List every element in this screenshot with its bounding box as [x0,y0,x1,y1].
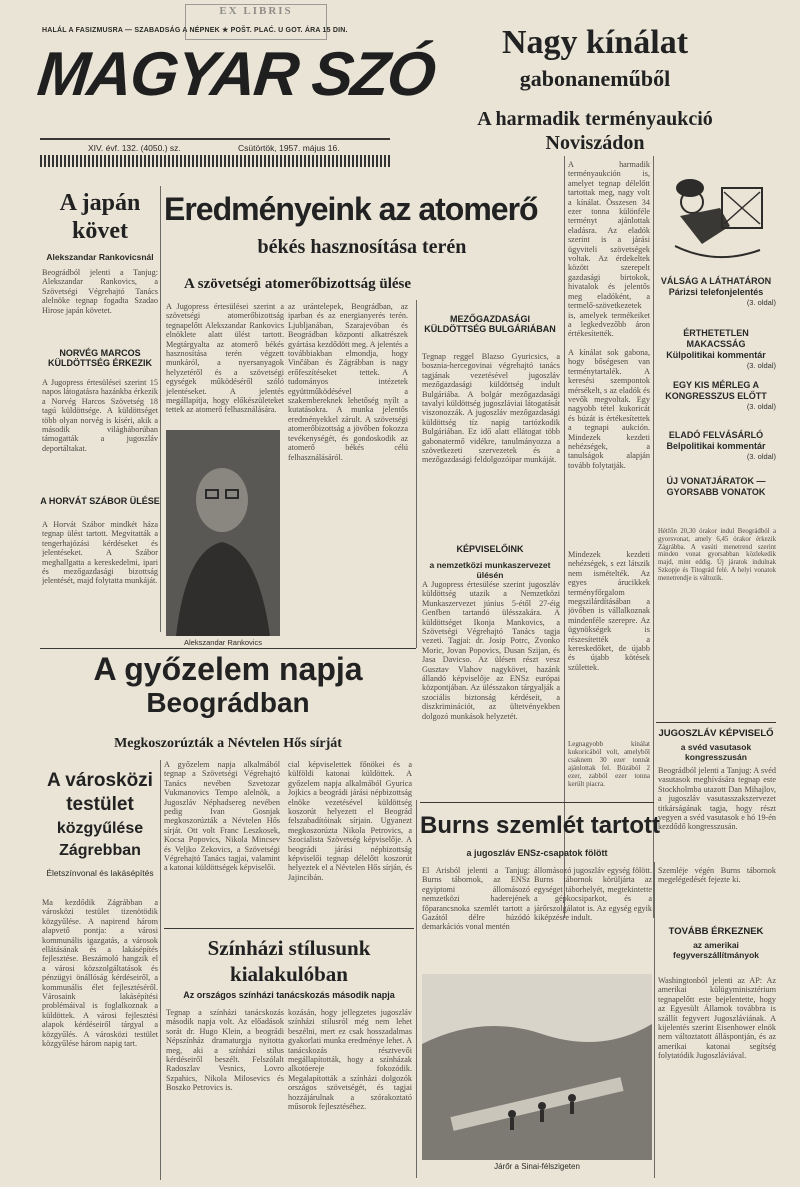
zagreb-title: A városközi [47,770,153,791]
atom-body-2: az urántelepek, Beográdban, az iparban és az energianyerés terén. Ljubljanában, Szarajevóban és Beográdban központi alkatrészek gyártása kezdődött meg. A jelentés a továbbiakban elmondja, hogy Vinčában és Zágrábban is nagy erőfeszítéseket tettek. A tudományos intézetek együttműködésével a szakembereknek lehetőség nyílt a kutatásokra. A munka jelentős eredményekkel zárult. A szövetségi atomerőbizottság a jövőben fokozza tevékenységét, és gondoskodik az atomerő békés célú felhasználásáról. [288,302,408,462]
sidebar-item [656,430,776,461]
issue-info: XIV. évf. 132. (4050.) sz. [88,143,181,153]
theater-body-1: Tegnap a színházi tanácskozás második napja volt. Az előadások sorát dr. Hugo Klein, a beográdi Népszínház dramaturgja nyitotta meg, aki a színházi stílus kérdéseiről beszélt. Felszólalt Radoszlav Vesnics, Lovro Szpahics, Nikola Milosevics és Boszko Petrovics is. [166,1008,284,1093]
zagreb-sub: Életszínvonal és lakásépítés [46,868,154,878]
burns-body-1: El Arisból jelenti a Tanjug: Burns tábornok, az ENSz egyiptomi állomásozó nemzetközi haderejének főparancsnoka szemlét tartott a Gazától délre húzódó demarkációs vonal mentén [422,866,530,932]
rankovics-photo [166,430,280,636]
norway-title: NORVÉG MARCOS KÜLDÖTTSÉG ÉRKEZIK [47,348,152,368]
lead-body-c: Mindezek kezdeti nehézségek, s ezt látszik nem ismételték. Az egyes árucikkek terményfőrgalom megszilárdításában a jövőben is vállalkoznak mindenféle szerepre. Az ügynökségek is részesítették a kereskedőket, de újabb és újabb kötések születtek. [568,550,650,672]
jugoszlav-kep-title: JUGOSZLÁV KÉPVISELŐ [658,728,774,739]
atom-subtitle: békés hasznosítása terén [257,236,467,258]
library-stamp [185,4,327,40]
tovabb-body: Washingtonból jelenti az AP: Az amerikai külügyminisztérium tegnapelőtt este bejelentette, hogy az Egyesült Államok továbbra is szállít fegyvert Jugoszláviának. A kijelentés szerint Eisenhower elnök nem változtatott álláspontján, és az amerikai katonai segítség folytatódik Jugoszláviával. [658,976,776,1061]
tovabb-title: TOVÁBB ÉRKEZNEK [668,926,764,937]
theater-title: Színházi stílusunk [207,936,371,960]
sidebar-box [656,276,776,524]
sinai-caption: Járőr a Sinai-félszigeten [494,1162,580,1171]
zagreb-title-4: Zágrebban [59,842,141,859]
sidebar-title: EGY KIS MÉRLEG A KONGRESSZUS ELŐTT [665,380,767,401]
kepv-body: A Jugopress értesülése szerint jugoszláv küldöttség utazik a Nemzetközi Munkaszervezet június 5-étől 27-éig Genfben tartandó ülésszakára. A küldöttséget Ikonja Mankovics, a Szövetségi Végrehajtó Tanács tagja vezeti. Tagjai: dr. Josip Potrc, Zvonko Moric, Jovan Popovics, Dusan Szijan, és Jasa Davicso. Az ülésen részt vesz Gusztav Vlahov nagykövet, hazánk állandó képviselője az ENSz európai központjában. Az ülésszakon tárgyalják a szociális biztonság kérdéseit, a diszkriminációt, az ültetvényekben dolgozó munkások helyzetét. [422,580,560,721]
masthead-rule [40,138,390,140]
atom-body-1: A Jugopress értesülései szerint a szövetségi atomerőbizottság tegnapelőtt Alekszandar Rankovics elnöklete alatt ülést tartott. Megtárgyalta az atomerő békés hasznosítása terén végzett munkáról, a nyersanyagok helyzetéről és a szövetségi egységek működéséről szóló jelentéseket. A jelentés megállapítja, hogy előkészületeket tettek az atomerő felhasználására. [166,302,284,415]
atom-sub2: A szövetségi atomerőbizottság ülése [184,276,412,292]
sidebar-item [656,276,776,307]
kepv-title: KÉPVISELŐINK [456,544,524,554]
sidebar-page: (3. oldal) [746,361,776,370]
gyozelem-body-2: cial képviselettek főnökei és a külföldi katonai küldöttek. A győzelem napja alkalmából Gyurica Jojkics a beográdi járási népbizottság elnöke vezetésével küldöttség koszorút helyezett el Beográd felszabadítóinak sírjain. Ugyanezt megkoszorúzta Nikola Petrovics, a Szocialista Szövetség képviselője. A beográdi járási népbizottság képviselői tegnap délelőtt koszorút helyeztek el a Névtelen Hős sírján, és Jajincibán. [288,760,412,882]
lead-note: Legnagyobb kínálat kukoricából volt, amelyből csaknem 30 ezer tonnát ajánlottak fel. Búzából 2 ezer, zabból ezer tonna került piacra. [568,740,650,788]
jugoszlav-kep-body: Beográdból jelenti a Tanjug: A svéd vasutasok meghívására tegnap este Stockholmba utazott Dan Mihajlov, a jugoszláv vasutasszakszervezet titkárságának tagja, hogy részt vegyen a svéd vasutasok e hó 19-én kezdődő kongresszusán. [658,766,776,832]
atom-title: Eredményeink az atomerő [164,191,538,227]
zagreb-title-3: közgyűlése [56,820,144,837]
sidebar-title: ELADÓ FELVÁSÁRLÓ [668,430,764,440]
train-text: Hétfőn 20,30 órakor indul Beográdból a gyorsvonat, amely 6,45 órakor érkezik Zágrábba. A vasúti menetrend szerint minden vonat gyorsabban közlekedik majd, mint eddig. Új járatok indulnak Szkopje és Titográd felé. A helyi vonatok menetrendje is változik. [658,528,776,582]
gyozelem-body-1: A győzelem napja alkalmából tegnap a Szövetségi Végrehajtó Tanács nevében Szvetozar Vukmanovics Tempo alelnök, a Jugoszláv Néphadsereg nevében pedig Ivan Gosnjak megkoszorúzták a Névtelen Hős sírját. Ott volt Franc Leszkosek, Kocsa Popovics, Nikola Mincsev és Veljko Zekovics, a Szövetségi Végrehajtó Tanács tagjai, valamint a katonai küldöttségek képviselői. [164,760,280,873]
zagreb-title-2: testület [66,794,134,815]
gyozelem-title: A győzelem napja [93,651,363,687]
sidebar-item [656,328,776,370]
sidebar-title: ÉRTHETETLEN MAKACSSÁG [683,328,749,349]
norway-body: A Jugopress értesülései szerint 15 napos látogatásra hazánkba érkezik a Norvég Harcos Szövetség 18 tagú küldöttsége. A küldöttséget több olyan norvég is kíséri, akik a második világháborúban támogatták a jugoszláv deportáltakat. [42,378,158,453]
newspaper-title: MAGYAR SZÓ [34,40,438,109]
lead-location: Noviszádon [545,132,645,154]
kepv-sub: a nemzetközi munkaszervezet ülésén [429,560,551,580]
szabor-title: A HORVÁT SZÁBOR ÜLÉSE [40,496,160,506]
theater-sub: Az országos színházi tanácskozás második napja [183,990,395,1000]
sidebar-sub: Párizsi telefonjelentés [668,287,764,297]
lead-title: Nagy kínálat [501,24,689,61]
lead-body-a: A harmadik terményaukción is, amelyet tegnap délelőtt tartottak meg, nagy volt a kínálat. Összesen 34 ezer tonna különféle terményt ajánlottak eladásra. Az eladók szerint is a járási ügyviteli szövetségek voltak. Az érdekeltek között szerepelt gazdasági birtokok, hivatalok és jelentős meg eladóként, a termelő-szövetkezetek is, amelyek termékeiket a legkedvezőbb áron értékesítették. [568,160,650,339]
sidebar-sub: Külpolitikai kommentár [666,350,766,360]
japan-body: Beográdból jelenti a Tanjug: Alekszandar Rankovics, a Szövetségi Végrehajtó Tanács alelnöke tegnap fogadta Szadao Hirose japán követet. [42,268,158,315]
burns-sub: a jugoszláv ENSz-csapatok fölött [466,848,608,858]
stamp-text: EX LIBRIS [219,5,293,17]
lead-subtitle: A harmadik terményaukció [477,108,713,130]
masthead-slogan: HALÁL A FASIZMUSRA — SZABADSÁG A NÉPNEK ★ POŠT. PLAĆ. U GOT. ÁRA 15 DIN. [42,27,348,34]
burns-body-3: Szemléje végén Burns tábornok megelégedését fejezte ki. [658,866,776,885]
issue-date: Csütörtök, 1957. május 16. [238,143,340,153]
sidebar-page: (3. oldal) [746,452,776,461]
sidebar-item [656,380,776,411]
gyozelem-title-2: Beográdban [146,687,310,718]
szabor-body: A Horvát Szábor mindkét háza tegnap ülést tartott. Megvitatták a tengerhajózási kérdéseket és jelentéseket. A Szábor meghallgatta a kereskedelmi, ipari és mezőgazdasági bizottság jelentését, majd folytatta munkáját. [42,520,158,586]
sidebar-page: (3. oldal) [746,298,776,307]
cartoon-illustration [660,166,772,274]
lead-body-b: A kínálat sok gabona, hogy bőségesen van terménytartalék. A keresési szempontok mérsékelt, s az eladók és vevők megvoltak. Egy nagyobb tétel kukoricát és búzát is értékesítettek a tegnapi aukción. Mindezek kezdeti nehézségek, a tanulságok alapján tovább folytatják. [568,348,650,470]
theater-body-2: kozásán, hogy jellegzetes jugoszláv színházi stílusról még nem lehet beszélni, mert ez csak hosszadalmas gyakorlati munka eredménye lehet. A tanácskozás résztvevői megállapították, hogy a színházak alkotóereje fokozódik. Megalapították a színházi dolgozók országos szövetségét, és tagjai hozzájárulnak a szórakoztató műsorok fejlesztéséhez. [288,1008,412,1112]
sidebar-page: (3. oldal) [746,402,776,411]
sidebar-sub: Belpolitikai kommentár [666,441,766,451]
sidebar-title: ÚJ VONATJÁRATOK — GYORSABB VONATOK [666,476,766,497]
burns-body-2: állomásozó jugoszláv egység fölött. Burns tábornok körüljárta az egységet táborhelyét, megtekintette a gépkocsiparkot, és a járőrszolgálatot is. Az egység egyik kiképzésre indult. [534,866,652,923]
sidebar-item [656,476,776,498]
mezo-title: MEZŐGAZDASÁGI KÜLDÖTTSÉG BULGÁRIÁBAN [424,314,556,334]
japan-title-2: követ [72,218,128,244]
theater-title-2: kialakulóban [230,962,348,986]
jugoszlav-kep-sub: a svéd vasutasok kongresszusán [680,742,752,762]
masthead-stripes [40,155,390,167]
mezo-body: Tegnap reggel Blazso Gyuricsics, a bosznia-hercegovinai végrehajtó tanács tagjának vezetésével jugoszláv mezőgazdasági küldöttség indult Bulgáriába. A bolgár mezőgazdasági tavalyi küldöttség jugoszláviai látogatását viszonozzák. A jugoszláv mezőgazdasági küldöttség tíz napig tartózkodik Bulgáriában. Ez idő alatt ellátogat több gabonatermő vidékre, tanulmányozza a szövetkezeti szervezetek és a mezőgazdasági feldolgozóipar munkáját. [422,352,560,465]
gyozelem-sub: Megkoszorúzták a Névtelen Hős sírját [114,736,342,751]
japan-title: A japán [59,190,141,216]
sidebar-title: VÁLSÁG A LÁTHATÁRON [660,276,772,286]
zagreb-body: Ma kezdődik Zágrábban a városközi testület tizenötödik közgyűlése. A napirend három alapvető pontja: a városi kommunális igazgatás, a városok ellátásának és a lakásépítés fejlesztése. Beszámoló hangzik el a városi közszolgáltatások és pénzügyi önállóság kérdéseiről, a kommunális élet fejlesztéséről. Városaink lakásépítési problémáival is foglalkoznak a küldöttek. A városi fejlesztési alapok kérdéseiről tárgyal a közgyűlés. A városközi testület közgyűlése három napig tart. [42,898,158,1049]
rankovics-caption: Alekszandar Rankovics [184,638,262,647]
japan-byline: Alekszandar Rankovicsnál [46,252,154,262]
burns-title: Burns szemlét tartott [420,812,661,839]
lead-title-2: gabonaneműből [519,66,671,91]
tovabb-sub: az amerikai fegyverszállítmányok [673,940,759,960]
sinai-photo [422,974,652,1160]
